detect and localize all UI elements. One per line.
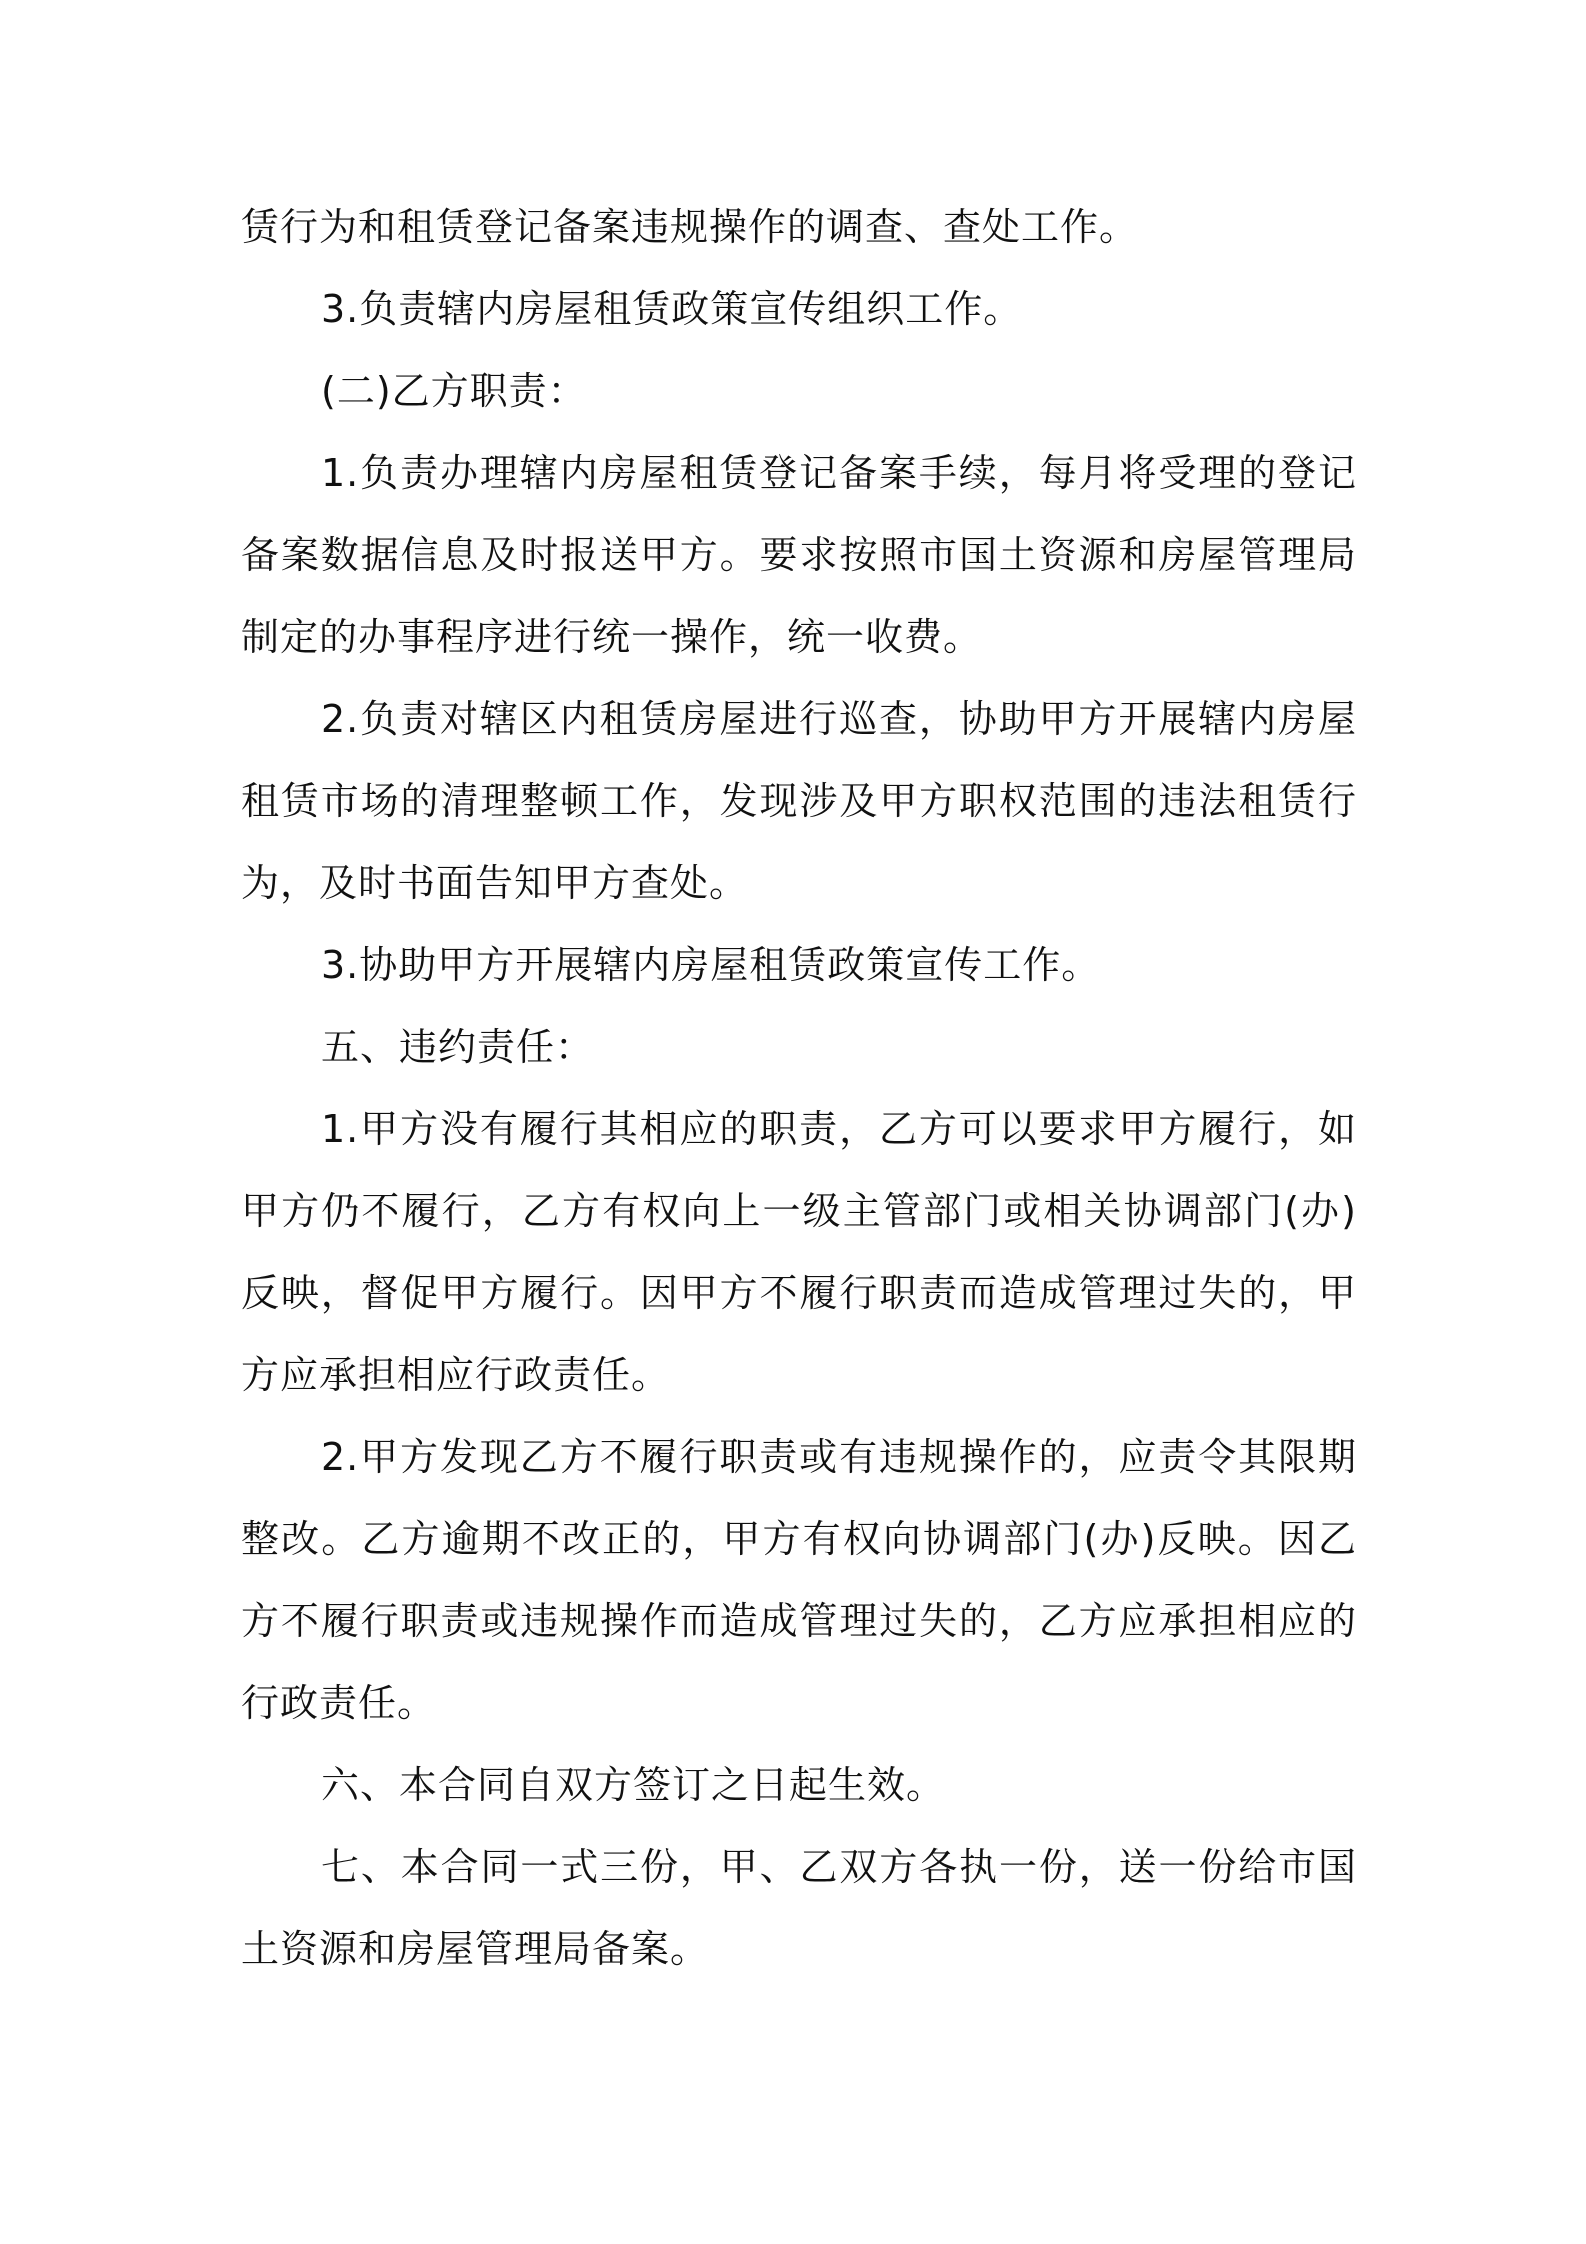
section-heading: 七、本合同一式三份，甲、乙双方各执一份，送一份给市国土资源和房屋管理局备案。 xyxy=(241,1845,1357,1971)
paragraph-item: 1.甲方没有履行其相应的职责，乙方可以要求甲方履行，如甲方仍不履行，乙方有权向上一级主管部门或相关协调部门(办)反映，督促甲方履行。因甲方不履行职责而造成管理过失的，甲方应承担相应行政责任。 xyxy=(241,1107,1357,1397)
document-page xyxy=(241,186,1357,1990)
paragraph-item: 2.甲方发现乙方不履行职责或有违规操作的，应责令其限期整改。乙方逾期不改正的，甲方有权向协调部门(办)反映。因乙方不履行职责或违规操作而造成管理过失的，乙方应承担相应的行政责任。 xyxy=(241,1435,1357,1725)
paragraph-item: 2.负责对辖区内租赁房屋进行巡查，协助甲方开展辖内房屋租赁市场的清理整顿工作，发现涉及甲方职权范围的违法租赁行为，及时书面告知甲方查处。 xyxy=(241,697,1357,905)
section-heading: 六、本合同自双方签订之日起生效。 xyxy=(321,1763,946,1807)
section-heading: 五、违约责任： xyxy=(321,1025,595,1069)
paragraph-item: 3.协助甲方开展辖内房屋租赁政策宣传工作。 xyxy=(321,943,1101,987)
paragraph-continuation: 赁行为和租赁登记备案违规操作的调查、查处工作。 xyxy=(241,205,1139,249)
section-heading: (二)乙方职责： xyxy=(321,369,587,413)
paragraph-item: 1.负责办理辖内房屋租赁登记备案手续，每月将受理的登记备案数据信息及时报送甲方。要求按照市国土资源和房屋管理局制定的办事程序进行统一操作，统一收费。 xyxy=(241,451,1357,659)
paragraph-item: 3.负责辖内房屋租赁政策宣传组织工作。 xyxy=(321,287,1023,331)
